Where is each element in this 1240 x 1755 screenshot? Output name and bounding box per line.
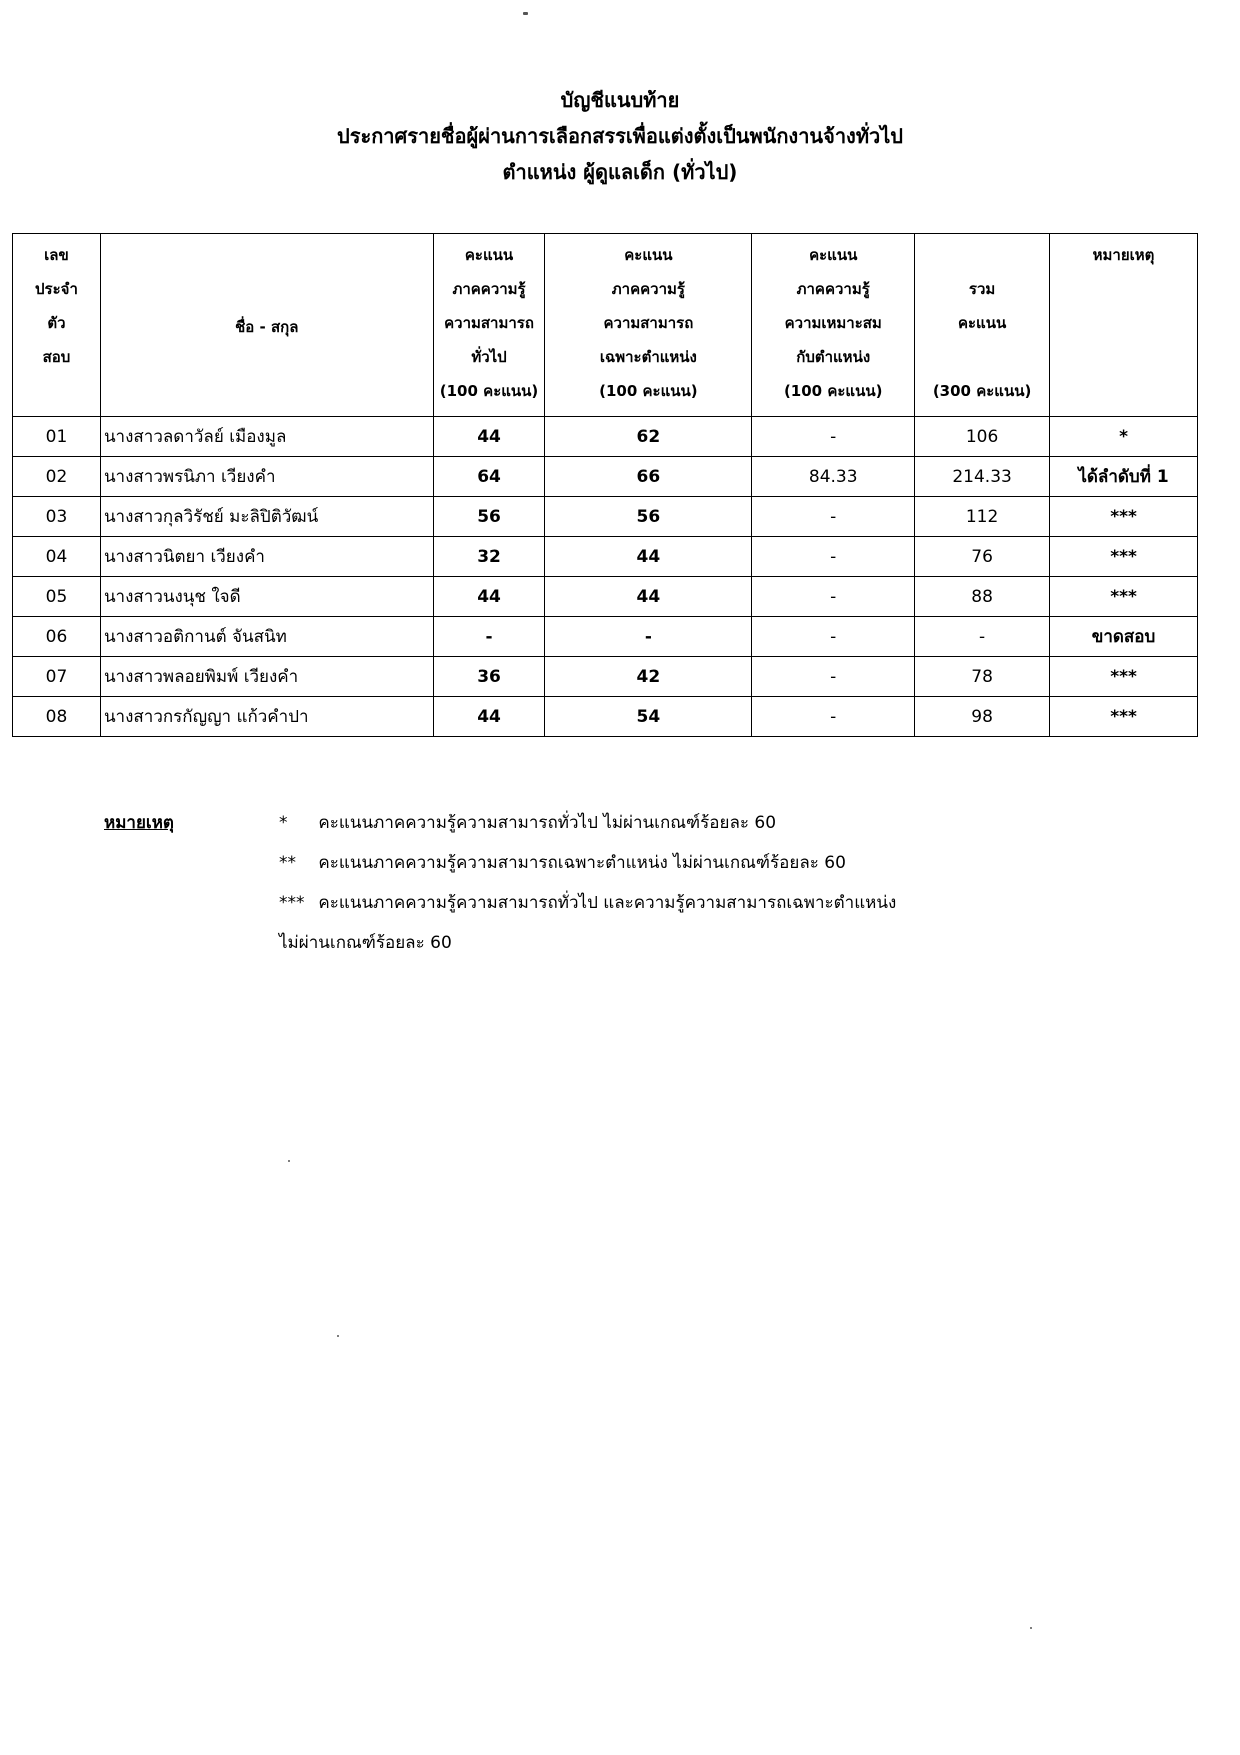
title-line-3: ตำแหน่ง ผู้ดูแลเด็ก (ทั่วไป) [502,160,738,184]
header-line: ภาคความรู้ [452,280,526,298]
scan-speck [523,12,528,15]
note-text: คะแนนภาคความรู้ความสามารถเฉพาะตำแหน่ง ไม่ผ่านเกณฑ์ร้อยละ 60 [318,853,846,873]
note-item [279,803,776,843]
header-line: ความสามารถ [603,314,694,332]
cell-suitability-score: - [752,577,915,617]
cell-exam-id: 01 [13,417,101,457]
cell-remark: *** [1050,537,1198,577]
note-text: คะแนนภาคความรู้ความสามารถทั่วไป และความรู้ความสามารถเฉพาะตำแหน่ง [318,893,897,913]
cell-suitability-score: - [752,537,915,577]
header-line: เฉพาะตำแหน่ง [599,348,697,366]
header-total-score [915,234,1050,417]
cell-general-score: 44 [433,577,545,617]
cell-suitability-score: 84.33 [752,457,915,497]
header-remark: หมายเหตุ [1050,234,1198,417]
note-continuation: ไม่ผ่านเกณฑ์ร้อยละ 60 [279,933,452,953]
cell-name: นางสาวพลอยพิมพ์ เวียงคำ [100,657,433,697]
header-line: ภาคความรู้ [796,280,870,298]
table-row [13,577,1198,617]
cell-remark: *** [1050,657,1198,697]
cell-exam-id: 02 [13,457,101,497]
cell-remark: ได้ลำดับที่ 1 [1050,457,1198,497]
cell-exam-id: 03 [13,497,101,537]
score-table-body [13,417,1198,737]
cell-name: นางสาวนิตยา เวียงคำ [100,537,433,577]
cell-remark: *** [1050,497,1198,537]
header-row [13,234,1198,417]
cell-total-score: 76 [915,537,1050,577]
table-row [13,417,1198,457]
header-id-line: เลข [44,246,69,264]
cell-specific-score: 44 [545,577,752,617]
document-title-block [0,82,1240,190]
cell-suitability-score: - [752,497,915,537]
cell-general-score: 32 [433,537,545,577]
title-line-1: บัญชีแนบท้าย [560,88,680,112]
cell-specific-score: 56 [545,497,752,537]
scan-speck [337,1335,339,1337]
table-row [13,657,1198,697]
cell-suitability-score: - [752,697,915,737]
header-spacer [919,340,1045,374]
header-name: ชื่อ - สกุล [100,234,433,417]
header-id-line: สอบ [42,348,71,366]
scan-speck [1030,1627,1032,1629]
cell-general-score: 44 [433,697,545,737]
header-specific-score [545,234,752,417]
cell-general-score: 56 [433,497,545,537]
cell-suitability-score: - [752,617,915,657]
cell-name: นางสาวกรกัญญา แก้วคำปา [100,697,433,737]
header-line: ทั่วไป [471,348,507,366]
cell-general-score: - [433,617,545,657]
cell-general-score: 64 [433,457,545,497]
cell-exam-id: 05 [13,577,101,617]
header-id-line: ประจำ [35,280,78,298]
header-line: (100 คะแนน) [783,382,883,400]
notes-label: หมายเหตุ [104,813,174,833]
cell-total-score: 106 [915,417,1050,457]
header-line: (100 คะแนน) [439,382,539,400]
cell-name: นางสาวอติกานต์ จันสนิท [100,617,433,657]
header-general-score [433,234,545,417]
header-line: (300 คะแนน) [932,382,1032,400]
cell-remark: * [1050,417,1198,457]
cell-total-score: 98 [915,697,1050,737]
header-line: คะแนน [624,246,673,264]
cell-total-score: 88 [915,577,1050,617]
header-line: คะแนน [809,246,858,264]
cell-name: นางสาวนงนุช ใจดี [100,577,433,617]
cell-name: นางสาวลดาวัลย์ เมืองมูล [100,417,433,457]
table-row [13,497,1198,537]
note-mark: ** [279,853,296,873]
header-line: รวม [968,280,996,298]
table-row [13,697,1198,737]
cell-general-score: 36 [433,657,545,697]
cell-exam-id: 04 [13,537,101,577]
scan-speck [288,1160,290,1162]
note-mark: *** [279,893,305,913]
score-table [12,233,1198,737]
cell-remark: *** [1050,577,1198,617]
cell-specific-score: 66 [545,457,752,497]
header-spacer [919,238,1045,272]
header-line: กับตำแหน่ง [796,348,871,366]
cell-specific-score: 42 [545,657,752,697]
table-row [13,457,1198,497]
cell-total-score: 214.33 [915,457,1050,497]
cell-total-score: - [915,617,1050,657]
cell-remark: ขาดสอบ [1050,617,1198,657]
header-line: (100 คะแนน) [599,382,698,400]
cell-exam-id: 08 [13,697,101,737]
cell-specific-score: 62 [545,417,752,457]
cell-total-score: 112 [915,497,1050,537]
cell-specific-score: 54 [545,697,752,737]
table-row [13,537,1198,577]
header-line: คะแนน [957,314,1007,332]
header-id-line: ตัว [47,314,66,332]
cell-exam-id: 06 [13,617,101,657]
cell-specific-score: - [545,617,752,657]
cell-suitability-score: - [752,417,915,457]
cell-exam-id: 07 [13,657,101,697]
cell-total-score: 78 [915,657,1050,697]
header-line: ภาคความรู้ [611,280,685,298]
cell-suitability-score: - [752,657,915,697]
note-text: คะแนนภาคความรู้ความสามารถทั่วไป ไม่ผ่านเกณฑ์ร้อยละ 60 [318,813,777,833]
title-line-2: ประกาศรายชื่อผู้ผ่านการเลือกสรรเพื่อแต่งตั้งเป็นพนักงานจ้างทั่วไป [337,124,903,148]
cell-name: นางสาวพรนิภา เวียงคำ [100,457,433,497]
note-mark: * [279,813,288,833]
cell-general-score: 44 [433,417,545,457]
cell-remark: *** [1050,697,1198,737]
note-item [279,843,846,883]
cell-name: นางสาวกุลวิรัชย์ มะลิปิติวัฒน์ [100,497,433,537]
note-item [279,883,896,923]
header-line: คะแนน [464,246,514,264]
header-line: ความเหมาะสม [784,314,882,332]
table-row [13,617,1198,657]
header-suitability-score [752,234,915,417]
header-exam-id [13,234,101,417]
header-line: ความสามารถ [444,314,534,332]
cell-specific-score: 44 [545,537,752,577]
